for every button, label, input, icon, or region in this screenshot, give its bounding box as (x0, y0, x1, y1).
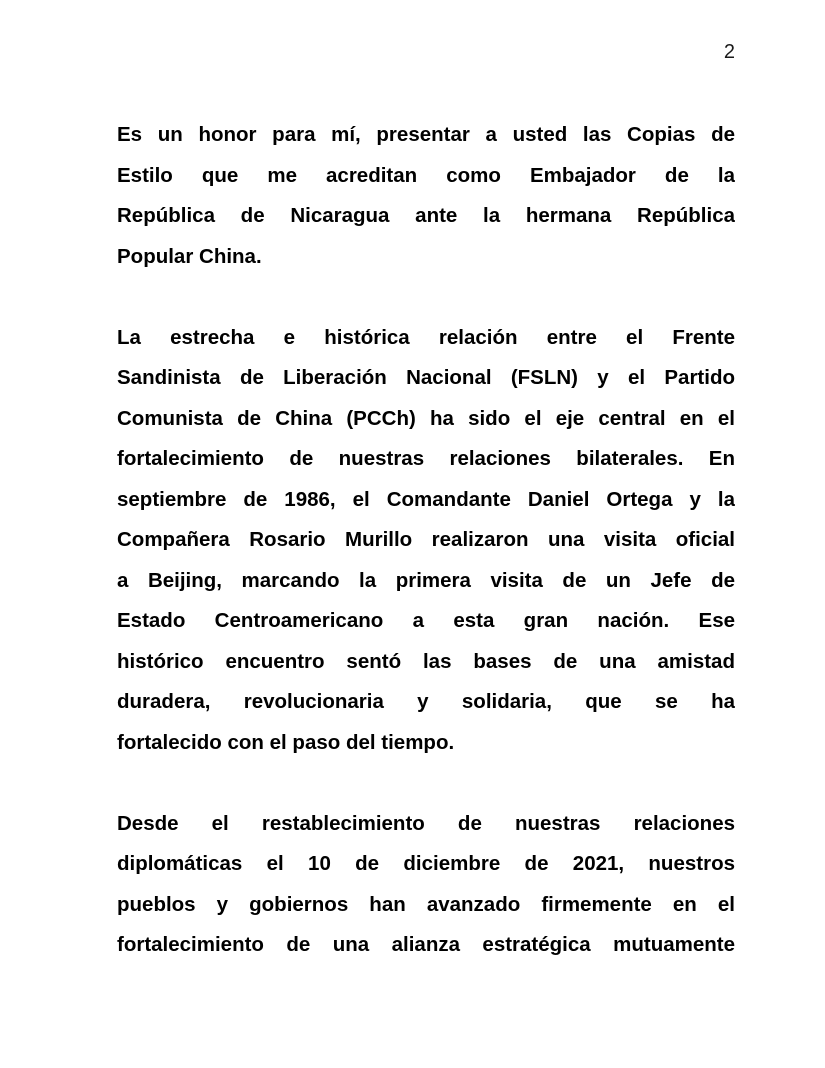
text-line: fortalecido con el paso del tiempo. (117, 730, 455, 754)
text-line: Compañera Rosario Murillo realizaron una visita oficial (117, 528, 735, 551)
paragraph (117, 804, 735, 966)
text-line: pueblos y gobiernos han avanzado firmemente en el (117, 892, 735, 916)
text-line: República de Nicaragua ante la hermana República (117, 204, 735, 227)
text-line: septiembre de 1986, el Comandante Daniel Ortega y la (117, 487, 735, 511)
text-line: Desde el restablecimiento de nuestras relaciones (117, 811, 735, 835)
text-line: Comunista de China (PCCh) ha sido el eje central en el (117, 406, 735, 430)
document-body (117, 115, 735, 966)
text-line: Estilo que me acreditan como Embajador de la (117, 163, 735, 187)
text-line: diplomáticas el 10 de diciembre de 2021, nuestros (117, 852, 735, 875)
text-line: La estrecha e histórica relación entre el Frente (117, 325, 735, 349)
text-line: duradera, revolucionaria y solidaria, que se ha (117, 690, 735, 713)
page-number: 2 (723, 41, 735, 63)
text-line: histórico encuentro sentó las bases de una amistad (117, 649, 735, 673)
text-line: Estado Centroamericano a esta gran nación. Ese (117, 609, 735, 632)
text-line: Sandinista de Liberación Nacional (FSLN) y el Partido (117, 366, 735, 389)
paragraph (117, 115, 735, 277)
text-line: fortalecimiento de nuestras relaciones bilaterales. En (117, 447, 735, 470)
paragraph (117, 318, 735, 764)
text-line: Es un honor para mí, presentar a usted las Copias de (117, 123, 735, 146)
text-line: fortalecimiento de una alianza estratégica mutuamente (117, 933, 735, 956)
text-line: Popular China. (117, 244, 262, 268)
text-line: a Beijing, marcando la primera visita de un Jefe de (117, 568, 735, 592)
